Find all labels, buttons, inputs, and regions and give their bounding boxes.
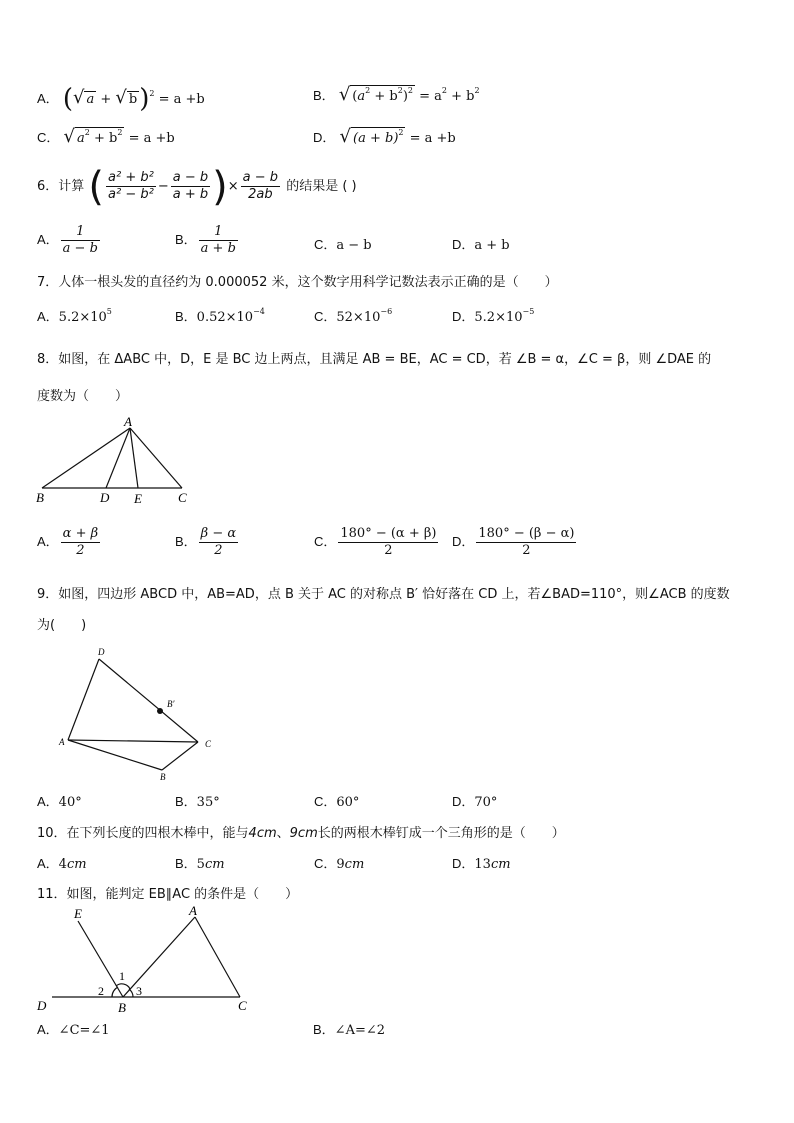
q7-option-c: C．$52\times 10^{-6}$ xyxy=(314,307,393,325)
q10-option-b: B．5cm xyxy=(175,856,225,872)
q8-label-b: B xyxy=(36,490,44,505)
q9-label-a: A xyxy=(59,737,65,747)
q11-label-c: C xyxy=(238,998,247,1013)
q11-stem: 11．如图，能判定 EB∥AC 的条件是（ ） xyxy=(37,887,299,902)
q11-option-a: A．∠C=∠1 xyxy=(37,1022,110,1038)
q9-point-bprime xyxy=(157,708,163,714)
q7-stem: 7．人体一根头发的直径约为 0.000052 米，这个数字用科学记数法表示正确的是（ ） xyxy=(37,275,558,290)
q11-angle-2: 2 xyxy=(98,984,104,998)
q8-option-d: D． $\frac{180^\circ - (\beta - \alpha)}{2}$ xyxy=(452,526,575,558)
q5-option-a: A． (√ a + √ b)$^2$ = a +b xyxy=(37,84,205,114)
q10-option-d: D．13cm xyxy=(452,856,511,872)
q11-parallel-figure xyxy=(30,900,260,1015)
q6-fraction-2: $\frac{a - b}{a + b}$ xyxy=(172,170,209,202)
q9-label-b: B xyxy=(160,772,166,782)
q8-label-e: E xyxy=(134,491,142,506)
q8-stem-line2: 度数为（ ） xyxy=(37,389,129,404)
q8-option-a: A． $\frac{\alpha + \beta}{2}$ xyxy=(37,526,99,558)
q5-option-d: D． √ $(a + b)^2 = a +b$ xyxy=(313,126,456,147)
q8-option-c: C． $\frac{180^\circ - (\alpha + \beta)}{2}$ xyxy=(314,526,437,558)
q5-option-c: C． √ $a^2 + b^2 = a +b$ xyxy=(37,126,175,147)
q7-option-d: D．$5.2\times 10^{-5}$ xyxy=(452,307,535,325)
q11-angle-1: 1 xyxy=(119,969,125,983)
q6-option-a: A． $\frac{1}{a - b}$ xyxy=(37,224,98,256)
q10-option-c: C．9cm xyxy=(314,856,365,872)
q6-stem: 6．计算 ( $\frac{\text{a² + b²}}{\text{a² − b²}}$ − $\frac{a - b}{a + b}$ )× $\frac{a - b}{2ab}$ 的结果是 ( ) xyxy=(37,164,357,210)
q6-fraction-3: $\frac{a - b}{2ab}$ xyxy=(242,170,279,202)
q11-label-d: D xyxy=(37,998,47,1013)
q6-option-d: D．a + b xyxy=(452,237,510,253)
q9-option-c: C．60° xyxy=(314,794,360,810)
q8-stem-line1: 8．如图，在 ΔABC 中，D，E 是 BC 边上两点，且满足 AB = BE，AC = CD，若 ∠B = α，∠C = β，则 ∠DAE 的 xyxy=(37,352,712,367)
q7-option-a: A．$5.2\times 10^5$ xyxy=(37,307,112,325)
q11-option-b: B．∠A=∠2 xyxy=(313,1022,386,1038)
q9-label-c: C xyxy=(205,739,212,749)
q9-label-bprime: B′ xyxy=(167,699,175,709)
q9-stem-line2: 为( ) xyxy=(37,618,87,633)
q10-option-a: A．4cm xyxy=(37,856,87,872)
q9-quadrilateral-figure xyxy=(50,643,230,783)
q9-option-d: D．70° xyxy=(452,794,498,810)
q7-option-b: B．$0.52\times 10^{-4}$ xyxy=(175,307,265,325)
q9-label-d: D xyxy=(98,647,105,657)
q9-stem-line1: 9．如图，四边形 ABCD 中，AB=AD，点 B 关于 AC 的对称点 B′ 恰好落在 CD 上，若∠BAD=110°，则∠ACB 的度数 xyxy=(37,587,730,602)
q9-option-b: B．35° xyxy=(175,794,220,810)
q11-label-b: B xyxy=(118,1000,126,1015)
q8-label-a: A xyxy=(124,414,132,429)
q6-fraction-1: $\frac{\text{a² + b²}}{\text{a² − b²}}$ xyxy=(108,170,154,202)
q8-triangle-figure xyxy=(30,410,210,510)
q11-label-a: A xyxy=(189,903,197,918)
q8-option-b: B． $\frac{\beta - \alpha}{2}$ xyxy=(175,526,237,558)
q10-stem: 10．在下列长度的四根木棒中，能与4cm、9cm长的两根木棒钉成一个三角形的是（ ） xyxy=(37,826,565,841)
q6-option-c: C．a − b xyxy=(314,237,372,253)
q11-label-e: E xyxy=(74,906,82,921)
q5-option-b: B． √ $(a^2 + b^2)^2 = a^2 + b^2$ xyxy=(313,84,480,105)
q6-option-b: B． $\frac{1}{a + b}$ xyxy=(175,224,236,256)
q8-label-d: D xyxy=(100,490,110,505)
q9-option-a: A．40° xyxy=(37,794,82,810)
q11-angle-3: 3 xyxy=(136,984,142,998)
q8-label-c: C xyxy=(178,490,187,505)
